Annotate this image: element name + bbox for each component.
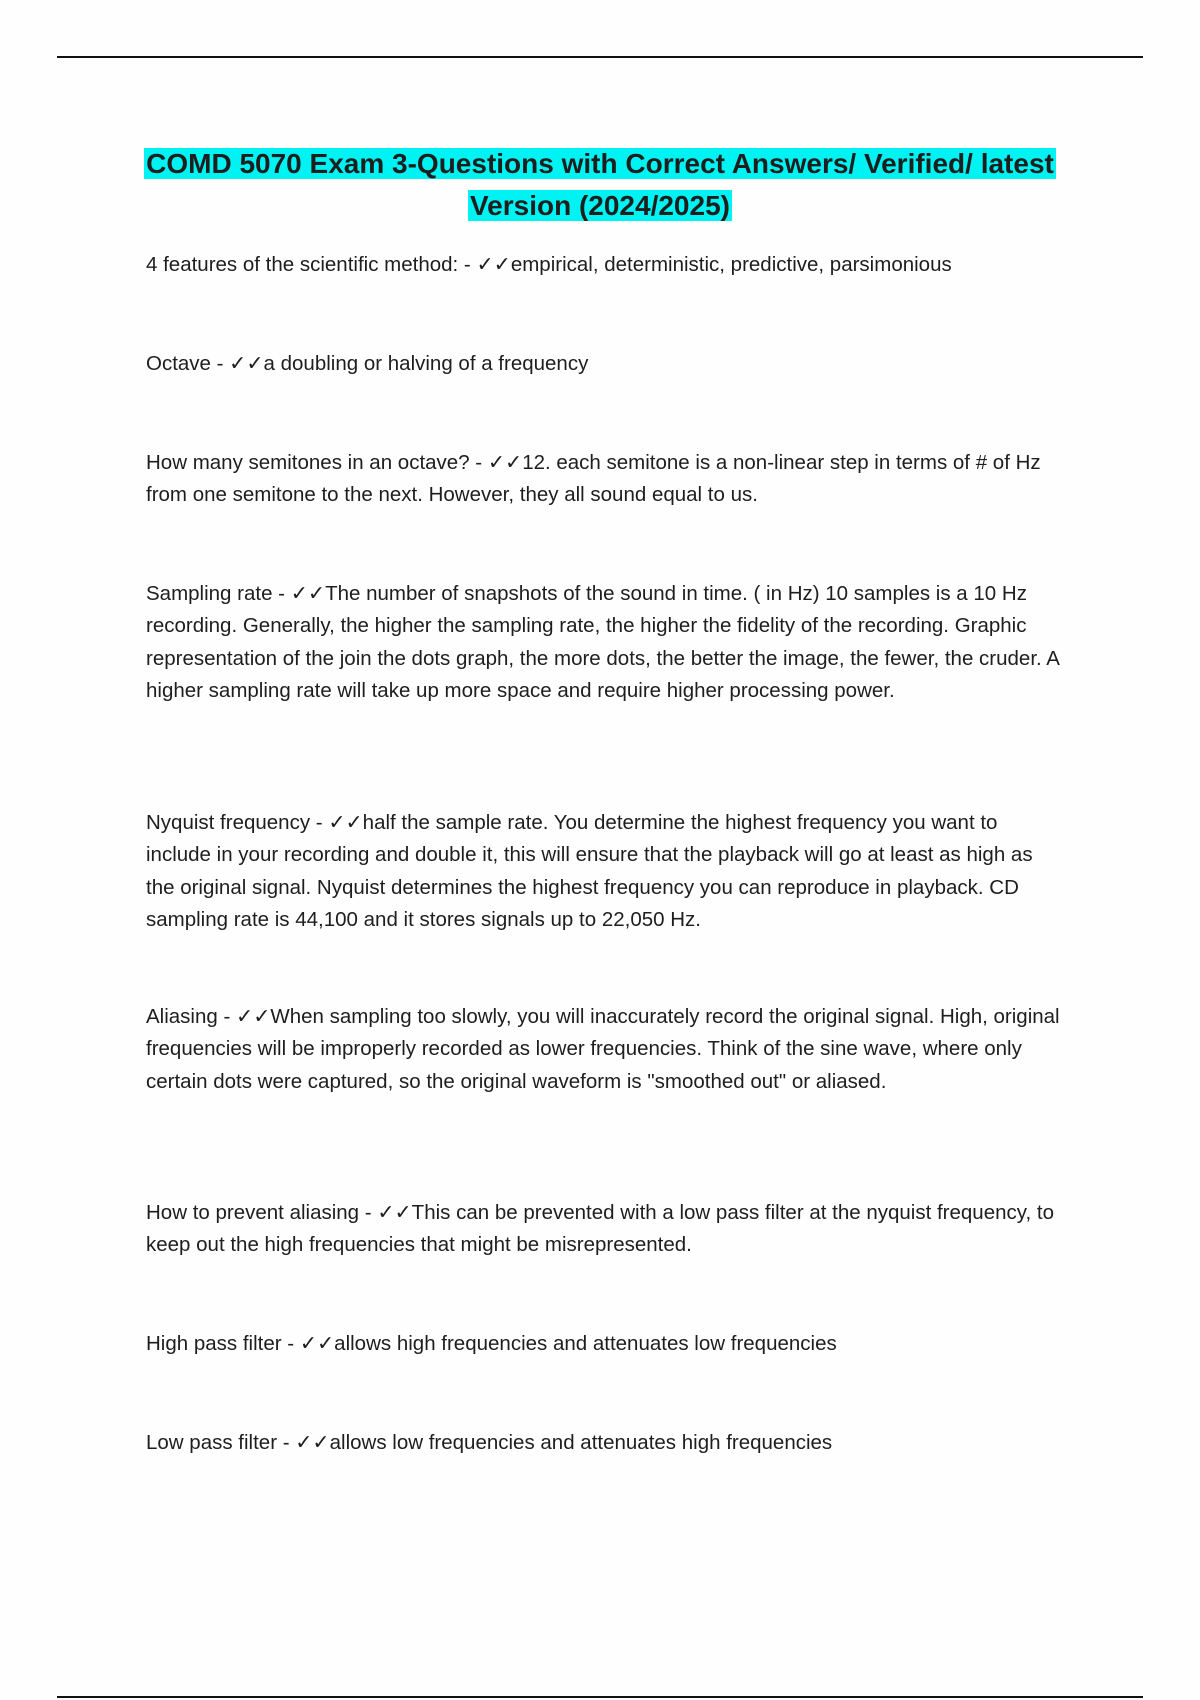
qa-item-low-pass xyxy=(146,1427,1066,1459)
qa-item-sampling-rate xyxy=(146,578,1066,708)
qa-separator: - xyxy=(272,582,291,605)
qa-separator: - xyxy=(217,1005,237,1028)
qa-item-semitones xyxy=(146,447,1066,512)
qa-term: Nyquist frequency xyxy=(146,811,311,834)
qa-separator: - xyxy=(281,1332,300,1355)
qa-item-high-pass xyxy=(146,1328,1066,1360)
qa-term: Aliasing xyxy=(146,1005,218,1028)
double-check-icon: ✓✓ xyxy=(476,253,511,276)
qa-answer: half the sample rate. You determine the highest frequency you want to include in your recording and double it, this will ensure that the playback will go at least as high as the original signal. Nyquist determines the highest frequency you can reproduce in playback. CD sampling rate is 44,100 and it stores signals up to 22,050 Hz. xyxy=(146,811,1033,932)
double-check-icon: ✓✓ xyxy=(236,1005,271,1028)
qa-separator: - xyxy=(359,1201,378,1224)
qa-item-prevent-aliasing xyxy=(146,1197,1066,1262)
bottom-rule xyxy=(57,1696,1143,1698)
qa-answer: When sampling too slowly, you will inaccurately record the original signal. High, original frequencies will be improperly recorded as lower frequencies. Think of the sine wave, where only certain dots were captured, so the original waveform is "smoothed out" or aliased. xyxy=(146,1005,1060,1093)
qa-term: Octave xyxy=(146,352,211,375)
double-check-icon: ✓✓ xyxy=(377,1201,412,1224)
double-check-icon: ✓✓ xyxy=(290,582,326,605)
top-rule xyxy=(57,56,1143,58)
qa-separator: - xyxy=(469,451,488,474)
qa-answer: a doubling or halving of a frequency xyxy=(263,352,589,375)
qa-answer: allows high frequencies and attenuates low frequencies xyxy=(334,1332,837,1355)
qa-item-scientific-method xyxy=(146,249,1066,281)
qa-term: How to prevent aliasing xyxy=(146,1201,360,1224)
qa-answer: The number of snapshots of the sound in time. ( in Hz) 10 samples is a 10 Hz recording. Generally, the higher the sampling rate, the higher the fidelity of the recording. Graphic representation of the join the dots graph, the more dots, the better the image, the fewer, the cruder. A higher sampling rate will take up more space and require higher processing power. xyxy=(146,582,1059,703)
qa-term: Low pass filter xyxy=(146,1431,278,1454)
qa-answer: empirical, deterministic, predictive, parsimonious xyxy=(510,253,952,276)
qa-answer: 12. each semitone is a non-linear step in terms of # of Hz from one semitone to the next. However, they all sound equal to us. xyxy=(146,451,1041,507)
double-check-icon: ✓✓ xyxy=(295,1431,330,1454)
title-highlight: COMD 5070 Exam 3-Questions with Correct Answers/ Verified/ latest Version (2024/2025) xyxy=(146,148,1054,221)
qa-term: High pass filter xyxy=(146,1332,282,1355)
qa-item-octave xyxy=(146,348,1066,380)
qa-term: Sampling rate xyxy=(146,582,273,605)
qa-answer: This can be prevented with a low pass filter at the nyquist frequency, to keep out the high frequencies that might be misrepresented. xyxy=(146,1201,1054,1257)
qa-item-nyquist xyxy=(146,807,1066,937)
qa-separator: - xyxy=(277,1431,296,1454)
qa-answer: allows low frequencies and attenuates high frequencies xyxy=(329,1431,833,1454)
double-check-icon: ✓✓ xyxy=(229,352,264,375)
qa-item-aliasing xyxy=(146,1001,1066,1098)
qa-term: 4 features of the scientific method: xyxy=(146,253,459,276)
qa-separator: - xyxy=(310,811,329,834)
qa-separator: - xyxy=(210,352,230,375)
document-title xyxy=(120,143,1080,227)
double-check-icon: ✓✓ xyxy=(487,451,523,474)
qa-separator: - xyxy=(458,253,477,276)
double-check-icon: ✓✓ xyxy=(328,811,363,834)
double-check-icon: ✓✓ xyxy=(299,1332,335,1355)
qa-term: How many semitones in an octave? xyxy=(146,451,470,474)
